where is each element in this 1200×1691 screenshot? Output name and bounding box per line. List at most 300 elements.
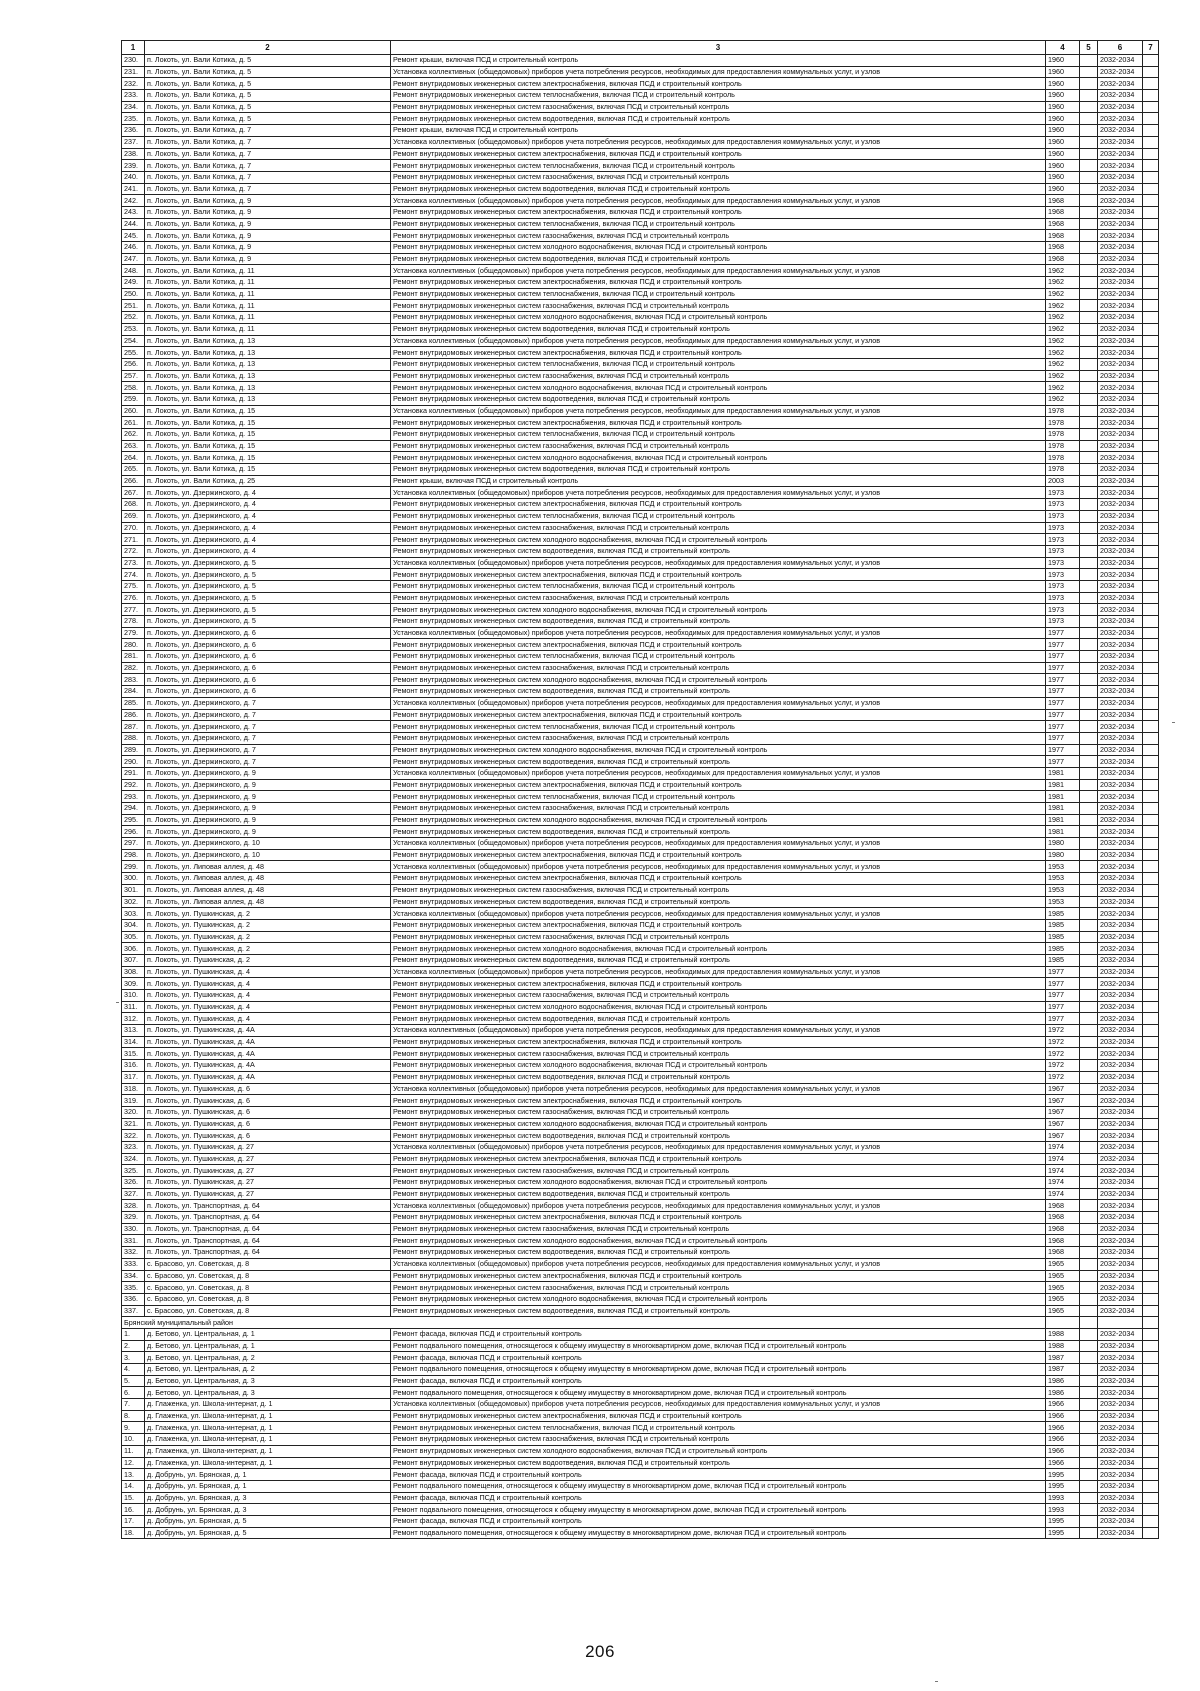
table-cell: п. Локоть, ул. Вали Котика, д. 11 xyxy=(145,300,391,312)
table-row xyxy=(122,651,1159,663)
table-cell: 2032-2034 xyxy=(1098,709,1143,721)
table-cell xyxy=(1143,545,1159,557)
table-cell: 320. xyxy=(122,1106,145,1118)
table-row xyxy=(122,744,1159,756)
table-cell xyxy=(1143,148,1159,160)
table-cell: Установка коллективных (общедомовых) приборов учета потребления ресурсов, необходимых для предоставления коммунальных услуг, и узлов xyxy=(391,335,1046,347)
table-cell xyxy=(1143,1200,1159,1212)
table-cell: 2032-2034 xyxy=(1098,90,1143,102)
table-cell: 304. xyxy=(122,919,145,931)
table-cell: Ремонт внутридомовых инженерных систем электроснабжения, включая ПСД и строительный контроль xyxy=(391,78,1046,90)
table-cell xyxy=(1143,1223,1159,1235)
table-cell: 2032-2034 xyxy=(1098,721,1143,733)
table-row xyxy=(122,1352,1159,1364)
table-cell: 2032-2034 xyxy=(1098,288,1143,300)
table-cell: 308. xyxy=(122,966,145,978)
table-cell xyxy=(1080,1410,1098,1422)
table-cell: 1968 xyxy=(1046,253,1080,265)
table-cell: 1973 xyxy=(1046,487,1080,499)
table-cell: 1973 xyxy=(1046,545,1080,557)
table-cell xyxy=(1143,1515,1159,1527)
table-cell: 236. xyxy=(122,125,145,137)
table-cell: Ремонт внутридомовых инженерных систем газоснабжения, включая ПСД и строительный контроль xyxy=(391,1106,1046,1118)
table-cell xyxy=(1143,1247,1159,1259)
table-cell: 2032-2034 xyxy=(1098,440,1143,452)
table-cell xyxy=(1080,277,1098,289)
table-cell: Ремонт внутридомовых инженерных систем электроснабжения, включая ПСД и строительный контроль xyxy=(391,1212,1046,1224)
table-row xyxy=(122,358,1159,370)
table-cell: 2032-2034 xyxy=(1098,1515,1143,1527)
table-cell: 1960 xyxy=(1046,113,1080,125)
table-row xyxy=(122,1469,1159,1481)
table-cell: 1985 xyxy=(1046,908,1080,920)
table-cell: 1968 xyxy=(1046,206,1080,218)
table-cell: 2032-2034 xyxy=(1098,814,1143,826)
table-cell: 258. xyxy=(122,382,145,394)
table-cell xyxy=(1080,931,1098,943)
table-cell: п. Локоть, ул. Дзержинского, д. 7 xyxy=(145,697,391,709)
table-cell: 1988 xyxy=(1046,1328,1080,1340)
table-row xyxy=(122,1492,1159,1504)
table-cell xyxy=(1080,66,1098,78)
table-cell: 2032-2034 xyxy=(1098,1328,1143,1340)
table-cell: п. Локоть, ул. Вали Котика, д. 5 xyxy=(145,113,391,125)
table-cell: 2032-2034 xyxy=(1098,1060,1143,1072)
table-cell: п. Локоть, ул. Пушкинская, д. 2 xyxy=(145,919,391,931)
table-row xyxy=(122,826,1159,838)
table-cell: п. Локоть, ул. Дзержинского, д. 9 xyxy=(145,803,391,815)
table-cell xyxy=(1143,721,1159,733)
table-cell: 2032-2034 xyxy=(1098,756,1143,768)
table-cell: 2032-2034 xyxy=(1098,171,1143,183)
table-row xyxy=(122,1258,1159,1270)
table-cell: 1968 xyxy=(1046,195,1080,207)
table-row xyxy=(122,1212,1159,1224)
table-cell xyxy=(1080,288,1098,300)
table-cell xyxy=(1143,288,1159,300)
table-cell: п. Локоть, ул. Вали Котика, д. 15 xyxy=(145,452,391,464)
section-row xyxy=(122,1317,1159,1329)
table-cell xyxy=(1143,487,1159,499)
table-cell: 2032-2034 xyxy=(1098,1235,1143,1247)
table-cell xyxy=(1143,1130,1159,1142)
table-cell: Ремонт внутридомовых инженерных систем электроснабжения, включая ПСД и строительный контроль xyxy=(391,277,1046,289)
table-cell: 282. xyxy=(122,662,145,674)
table-cell: 310. xyxy=(122,990,145,1002)
table-cell: Ремонт внутридомовых инженерных систем газоснабжения, включая ПСД и строительный контроль xyxy=(391,884,1046,896)
table-row xyxy=(122,721,1159,733)
table-cell: п. Локоть, ул. Пушкинская, д. 6 xyxy=(145,1083,391,1095)
table-cell xyxy=(1080,791,1098,803)
table-cell: 2032-2034 xyxy=(1098,744,1143,756)
table-cell: д. Глаженка, ул. Школа-интернат, д. 1 xyxy=(145,1457,391,1469)
table-cell: 2. xyxy=(122,1340,145,1352)
table-row xyxy=(122,1177,1159,1189)
table-cell xyxy=(1143,662,1159,674)
table-cell: п. Локоть, ул. Вали Котика, д. 11 xyxy=(145,265,391,277)
table-cell: 2032-2034 xyxy=(1098,1001,1143,1013)
table-cell: Ремонт внутридомовых инженерных систем холодного водоснабжения, включая ПСД и строительный контроль xyxy=(391,382,1046,394)
table-row xyxy=(122,1504,1159,1516)
table-cell: 2032-2034 xyxy=(1098,499,1143,511)
table-cell: Ремонт внутридомовых инженерных систем теплоснабжения, включая ПСД и строительный контроль xyxy=(391,510,1046,522)
table-cell xyxy=(1143,510,1159,522)
table-cell: 9. xyxy=(122,1422,145,1434)
table-cell: 1978 xyxy=(1046,429,1080,441)
table-cell xyxy=(1080,382,1098,394)
table-cell: п. Локоть, ул. Пушкинская, д. 6 xyxy=(145,1095,391,1107)
table-cell: с. Брасово, ул. Советская, д. 8 xyxy=(145,1270,391,1282)
table-row xyxy=(122,1060,1159,1072)
table-cell xyxy=(1080,1141,1098,1153)
table-row xyxy=(122,277,1159,289)
table-cell: Ремонт внутридомовых инженерных систем газоснабжения, включая ПСД и строительный контроль xyxy=(391,1434,1046,1446)
table-cell: 286. xyxy=(122,709,145,721)
table-row xyxy=(122,873,1159,885)
table-cell: 1968 xyxy=(1046,1212,1080,1224)
table-cell: 330. xyxy=(122,1223,145,1235)
table-cell: Установка коллективных (общедомовых) приборов учета потребления ресурсов, необходимых для предоставления коммунальных услуг, и узлов xyxy=(391,487,1046,499)
table-cell xyxy=(1080,1083,1098,1095)
table-cell: 296. xyxy=(122,826,145,838)
table-cell: Установка коллективных (общедомовых) приборов учета потребления ресурсов, необходимых для предоставления коммунальных услуг, и узлов xyxy=(391,838,1046,850)
table-cell: Ремонт внутридомовых инженерных систем водоотведения, включая ПСД и строительный контроль xyxy=(391,954,1046,966)
table-cell xyxy=(1080,1422,1098,1434)
table-cell: 2032-2034 xyxy=(1098,873,1143,885)
table-cell: п. Локоть, ул. Вали Котика, д. 25 xyxy=(145,475,391,487)
table-cell xyxy=(1080,452,1098,464)
table-cell: 1977 xyxy=(1046,674,1080,686)
table-cell xyxy=(1080,253,1098,265)
table-cell: 270. xyxy=(122,522,145,534)
table-cell: 1960 xyxy=(1046,55,1080,67)
table-cell: п. Локоть, ул. Вали Котика, д. 13 xyxy=(145,335,391,347)
table-cell: 1962 xyxy=(1046,323,1080,335)
table-cell: 303. xyxy=(122,908,145,920)
table-cell: п. Локоть, ул. Дзержинского, д. 5 xyxy=(145,580,391,592)
table-cell: 1968 xyxy=(1046,230,1080,242)
table-cell xyxy=(1143,1317,1159,1329)
table-cell: п. Локоть, ул. Вали Котика, д. 11 xyxy=(145,312,391,324)
table-cell: п. Локоть, ул. Дзержинского, д. 10 xyxy=(145,838,391,850)
table-cell xyxy=(1143,1036,1159,1048)
table-cell: 307. xyxy=(122,954,145,966)
table-cell: п. Локоть, ул. Дзержинского, д. 4 xyxy=(145,522,391,534)
table-cell xyxy=(1080,779,1098,791)
table-cell: 324. xyxy=(122,1153,145,1165)
table-cell: 242. xyxy=(122,195,145,207)
table-cell: Ремонт внутридомовых инженерных систем водоотведения, включая ПСД и строительный контроль xyxy=(391,464,1046,476)
table-cell xyxy=(1080,1527,1098,1539)
table-cell: Ремонт внутридомовых инженерных систем водоотведения, включая ПСД и строительный контроль xyxy=(391,756,1046,768)
table-cell: Ремонт внутридомовых инженерных систем газоснабжения, включая ПСД и строительный контроль xyxy=(391,370,1046,382)
table-cell: 2032-2034 xyxy=(1098,300,1143,312)
table-cell: Ремонт внутридомовых инженерных систем электроснабжения, включая ПСД и строительный контроль xyxy=(391,978,1046,990)
table-cell: 1995 xyxy=(1046,1515,1080,1527)
table-cell: 2032-2034 xyxy=(1098,1399,1143,1411)
table-cell: 271. xyxy=(122,534,145,546)
table-cell xyxy=(1080,592,1098,604)
table-cell: 11. xyxy=(122,1445,145,1457)
table-cell xyxy=(1080,884,1098,896)
table-cell xyxy=(1143,90,1159,102)
table-row xyxy=(122,1399,1159,1411)
table-cell: п. Локоть, ул. Дзержинского, д. 7 xyxy=(145,709,391,721)
table-cell: Установка коллективных (общедомовых) приборов учета потребления ресурсов, необходимых для предоставления коммунальных услуг, и узлов xyxy=(391,908,1046,920)
table-cell: 2032-2034 xyxy=(1098,148,1143,160)
table-cell: Ремонт внутридомовых инженерных систем холодного водоснабжения, включая ПСД и строительный контроль xyxy=(391,312,1046,324)
table-cell xyxy=(1143,1282,1159,1294)
table-cell: 2032-2034 xyxy=(1098,697,1143,709)
table-cell xyxy=(1143,838,1159,850)
table-cell: 237. xyxy=(122,136,145,148)
table-cell xyxy=(1143,873,1159,885)
table-cell: п. Локоть, ул. Дзержинского, д. 9 xyxy=(145,814,391,826)
table-cell: п. Локоть, ул. Пушкинская, д. 27 xyxy=(145,1177,391,1189)
table-row xyxy=(122,183,1159,195)
table-cell: 2032-2034 xyxy=(1098,1457,1143,1469)
table-cell: 2032-2034 xyxy=(1098,651,1143,663)
table-cell: 299. xyxy=(122,861,145,873)
table-cell: 328. xyxy=(122,1200,145,1212)
table-cell: п. Локоть, ул. Вали Котика, д. 9 xyxy=(145,230,391,242)
table-cell: Ремонт внутридомовых инженерных систем газоснабжения, включая ПСД и строительный контроль xyxy=(391,1048,1046,1060)
table-cell: д. Глаженка, ул. Школа-интернат, д. 1 xyxy=(145,1445,391,1457)
table-body xyxy=(122,55,1159,1539)
table-cell: 2032-2034 xyxy=(1098,534,1143,546)
table-cell: 289. xyxy=(122,744,145,756)
table-cell: 2032-2034 xyxy=(1098,943,1143,955)
table-row xyxy=(122,1282,1159,1294)
table-cell xyxy=(1080,55,1098,67)
table-cell: п. Локоть, ул. Вали Котика, д. 5 xyxy=(145,101,391,113)
table-cell xyxy=(1080,1399,1098,1411)
table-row xyxy=(122,510,1159,522)
table-row xyxy=(122,709,1159,721)
table-cell xyxy=(1080,545,1098,557)
table-cell xyxy=(1143,312,1159,324)
table-cell: Ремонт внутридомовых инженерных систем теплоснабжения, включая ПСД и строительный контроль xyxy=(391,721,1046,733)
table-cell: Установка коллективных (общедомовых) приборов учета потребления ресурсов, необходимых для предоставления коммунальных услуг, и узлов xyxy=(391,697,1046,709)
table-cell xyxy=(1080,90,1098,102)
table-row xyxy=(122,1165,1159,1177)
table-cell: Ремонт внутридомовых инженерных систем водоотведения, включая ПСД и строительный контроль xyxy=(391,393,1046,405)
table-cell: 319. xyxy=(122,1095,145,1107)
table-cell: Ремонт внутридомовых инженерных систем газоснабжения, включая ПСД и строительный контроль xyxy=(391,440,1046,452)
scan-speck xyxy=(1172,722,1175,723)
table-cell: 1953 xyxy=(1046,873,1080,885)
table-cell xyxy=(1143,931,1159,943)
table-row xyxy=(122,919,1159,931)
table-row xyxy=(122,195,1159,207)
table-cell xyxy=(1143,627,1159,639)
table-cell xyxy=(1080,662,1098,674)
table-cell xyxy=(1080,312,1098,324)
table-cell: Ремонт внутридомовых инженерных систем холодного водоснабжения, включая ПСД и строительный контроль xyxy=(391,604,1046,616)
table-cell: Установка коллективных (общедомовых) приборов учета потребления ресурсов, необходимых для предоставления коммунальных услуг, и узлов xyxy=(391,405,1046,417)
table-cell: д. Глаженка, ул. Школа-интернат, д. 1 xyxy=(145,1410,391,1422)
table-cell: 2032-2034 xyxy=(1098,779,1143,791)
table-cell: 305. xyxy=(122,931,145,943)
table-cell xyxy=(1080,1364,1098,1376)
table-cell: Ремонт внутридомовых инженерных систем электроснабжения, включая ПСД и строительный контроль xyxy=(391,148,1046,160)
table-cell: 1973 xyxy=(1046,569,1080,581)
table-cell: Ремонт крыши, включая ПСД и строительный контроль xyxy=(391,55,1046,67)
table-cell: 267. xyxy=(122,487,145,499)
table-cell xyxy=(1080,651,1098,663)
table-cell xyxy=(1080,1340,1098,1352)
table-cell: Ремонт внутридомовых инженерных систем электроснабжения, включая ПСД и строительный контроль xyxy=(391,499,1046,511)
table-cell: Ремонт внутридомовых инженерных систем теплоснабжения, включая ПСД и строительный контроль xyxy=(391,429,1046,441)
table-cell: 1973 xyxy=(1046,499,1080,511)
table-cell: 266. xyxy=(122,475,145,487)
table-cell: 1972 xyxy=(1046,1060,1080,1072)
table-row xyxy=(122,347,1159,359)
table-cell: п. Локоть, ул. Вали Котика, д. 9 xyxy=(145,206,391,218)
table-row xyxy=(122,171,1159,183)
table-cell xyxy=(1143,125,1159,137)
table-cell: 1967 xyxy=(1046,1130,1080,1142)
table-cell: д. Добрунь, ул. Брянская, д. 1 xyxy=(145,1480,391,1492)
table-cell: п. Локоть, ул. Вали Котика, д. 5 xyxy=(145,78,391,90)
table-cell: 1981 xyxy=(1046,767,1080,779)
table-cell xyxy=(1080,136,1098,148)
table-cell: 13. xyxy=(122,1469,145,1481)
table-cell: 2032-2034 xyxy=(1098,312,1143,324)
table-cell: 2032-2034 xyxy=(1098,1282,1143,1294)
table-cell: п. Локоть, ул. Пушкинская, д. 27 xyxy=(145,1153,391,1165)
table-cell: 1965 xyxy=(1046,1282,1080,1294)
table-cell: 290. xyxy=(122,756,145,768)
table-cell xyxy=(1143,990,1159,1002)
table-cell: 298. xyxy=(122,849,145,861)
table-row xyxy=(122,838,1159,850)
table-cell xyxy=(1080,1445,1098,1457)
table-cell: 2032-2034 xyxy=(1098,1258,1143,1270)
table-cell: 2032-2034 xyxy=(1098,522,1143,534)
table-cell: п. Локоть, ул. Вали Котика, д. 15 xyxy=(145,405,391,417)
table-cell xyxy=(1143,861,1159,873)
table-cell xyxy=(1143,1235,1159,1247)
table-cell: 1. xyxy=(122,1328,145,1340)
table-cell: 1977 xyxy=(1046,1001,1080,1013)
table-cell: 1968 xyxy=(1046,1235,1080,1247)
table-cell: п. Локоть, ул. Дзержинского, д. 5 xyxy=(145,616,391,628)
table-row xyxy=(122,814,1159,826)
column-header: 4 xyxy=(1046,41,1080,55)
table-cell: п. Локоть, ул. Вали Котика, д. 13 xyxy=(145,382,391,394)
table-cell: 2032-2034 xyxy=(1098,195,1143,207)
table-cell: 255. xyxy=(122,347,145,359)
table-cell: п. Локоть, ул. Дзержинского, д. 9 xyxy=(145,791,391,803)
table-cell: 2032-2034 xyxy=(1098,393,1143,405)
table-cell xyxy=(1143,1270,1159,1282)
table-cell xyxy=(1080,323,1098,335)
table-row xyxy=(122,148,1159,160)
table-cell xyxy=(1080,756,1098,768)
table-cell: Ремонт подвального помещения, относящегося к общему имуществу в многоквартирном доме, включая ПСД и строительный контроль xyxy=(391,1527,1046,1539)
table-cell xyxy=(1143,849,1159,861)
table-cell: 288. xyxy=(122,732,145,744)
table-cell xyxy=(1143,230,1159,242)
table-cell: Ремонт внутридомовых инженерных систем водоотведения, включая ПСД и строительный контроль xyxy=(391,1188,1046,1200)
table-cell: Ремонт внутридомовых инженерных систем холодного водоснабжения, включая ПСД и строительный контроль xyxy=(391,242,1046,254)
table-cell: 1977 xyxy=(1046,651,1080,663)
table-cell: 274. xyxy=(122,569,145,581)
table-cell xyxy=(1143,1375,1159,1387)
table-cell: 261. xyxy=(122,417,145,429)
table-cell: п. Локоть, ул. Пушкинская, д. 4А xyxy=(145,1048,391,1060)
table-row xyxy=(122,1515,1159,1527)
table-cell: 1978 xyxy=(1046,405,1080,417)
table-cell xyxy=(1080,721,1098,733)
table-cell: п. Локоть, ул. Вали Котика, д. 5 xyxy=(145,66,391,78)
table-cell: 1967 xyxy=(1046,1083,1080,1095)
table-cell xyxy=(1080,616,1098,628)
table-cell: 2032-2034 xyxy=(1098,1422,1143,1434)
table-cell: Установка коллективных (общедомовых) приборов учета потребления ресурсов, необходимых для предоставления коммунальных услуг, и узлов xyxy=(391,1399,1046,1411)
table-cell: п. Локоть, ул. Дзержинского, д. 7 xyxy=(145,744,391,756)
table-cell: Ремонт внутридомовых инженерных систем газоснабжения, включая ПСД и строительный контроль xyxy=(391,522,1046,534)
table-row xyxy=(122,206,1159,218)
table-cell: Установка коллективных (общедомовых) приборов учета потребления ресурсов, необходимых для предоставления коммунальных услуг, и узлов xyxy=(391,136,1046,148)
table-cell: 1985 xyxy=(1046,943,1080,955)
table-cell xyxy=(1080,1048,1098,1060)
table-cell xyxy=(1080,744,1098,756)
table-cell: 1973 xyxy=(1046,592,1080,604)
table-cell: п. Локоть, ул. Дзержинского, д. 7 xyxy=(145,732,391,744)
table-cell: 1965 xyxy=(1046,1270,1080,1282)
table-cell xyxy=(1143,604,1159,616)
table-cell: Ремонт внутридомовых инженерных систем газоснабжения, включая ПСД и строительный контроль xyxy=(391,171,1046,183)
table-cell: 1981 xyxy=(1046,814,1080,826)
table-cell xyxy=(1143,978,1159,990)
table-cell: 250. xyxy=(122,288,145,300)
table-cell: Ремонт внутридомовых инженерных систем электроснабжения, включая ПСД и строительный контроль xyxy=(391,569,1046,581)
table-cell: п. Локоть, ул. Пушкинская, д. 4А xyxy=(145,1025,391,1037)
table-cell: п. Локоть, ул. Вали Котика, д. 9 xyxy=(145,253,391,265)
table-cell xyxy=(1080,861,1098,873)
table-cell: 1972 xyxy=(1046,1036,1080,1048)
table-cell xyxy=(1080,990,1098,1002)
table-cell xyxy=(1080,405,1098,417)
table-cell: п. Локоть, ул. Пушкинская, д. 6 xyxy=(145,1106,391,1118)
table-cell: п. Локоть, ул. Дзержинского, д. 5 xyxy=(145,592,391,604)
scan-speck xyxy=(935,1681,938,1682)
table-row xyxy=(122,1527,1159,1539)
table-cell: 2032-2034 xyxy=(1098,1095,1143,1107)
table-cell xyxy=(1080,978,1098,990)
table-cell: п. Локоть, ул. Пушкинская, д. 27 xyxy=(145,1141,391,1153)
table-cell: п. Локоть, ул. Транспортная, д. 64 xyxy=(145,1200,391,1212)
table-cell xyxy=(1080,1352,1098,1364)
table-cell: 268. xyxy=(122,499,145,511)
table-cell: 300. xyxy=(122,873,145,885)
table-cell: 2032-2034 xyxy=(1098,592,1143,604)
table-cell: 1988 xyxy=(1046,1340,1080,1352)
table-row xyxy=(122,861,1159,873)
table-cell: Ремонт внутридомовых инженерных систем водоотведения, включая ПСД и строительный контроль xyxy=(391,826,1046,838)
table-cell: п. Локоть, ул. Вали Котика, д. 15 xyxy=(145,464,391,476)
table-cell: 317. xyxy=(122,1071,145,1083)
table-cell: 1981 xyxy=(1046,779,1080,791)
table-cell xyxy=(1080,1480,1098,1492)
table-cell: п. Локоть, ул. Дзержинского, д. 10 xyxy=(145,849,391,861)
table-cell: 1995 xyxy=(1046,1480,1080,1492)
table-cell: 1987 xyxy=(1046,1352,1080,1364)
table-cell: 2032-2034 xyxy=(1098,370,1143,382)
table-cell: Ремонт внутридомовых инженерных систем холодного водоснабжения, включая ПСД и строительный контроль xyxy=(391,1060,1046,1072)
